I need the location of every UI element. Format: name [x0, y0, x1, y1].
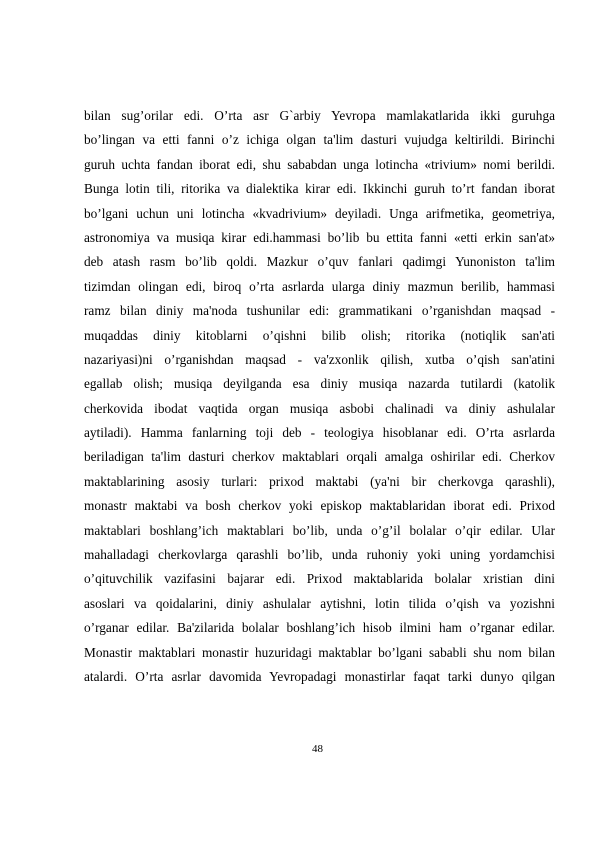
text-line: atalardi. O’rta asrlar davomida Yevropadagi monastirlar faqat tarki dunyo qilgan: [84, 668, 555, 684]
text-line: o’rganar edilar. Ba'zilarida bolalar boshlang’ich hisob ilmini ham o’rganar edilar.: [84, 620, 555, 636]
text-line: ramz bilan diniy ma'noda tushunilar edi: grammatikani o’rganishdan maqsad -: [84, 303, 555, 319]
text-line: muqaddas diniy kitoblarni o’qishni bilib olish; ritorika (notiqlik san'ati: [84, 327, 555, 343]
text-line: monastr maktabi va bosh cherkov yoki episkop maktablaridan iborat edi. Prixod: [84, 498, 555, 514]
text-line: beriladigan ta'lim dasturi cherkov maktablari orqali amalga oshirilar edi. Cherkov: [84, 449, 555, 465]
text-line: asoslari va qoidalarini, diniy ashulalar aytishni, lotin tilida o’qish va yozishni: [84, 595, 555, 611]
text-line: Bunga lotin tili, ritorika va dialektika kirar edi. Ikkinchi guruh to’rt fandan iborat: [84, 181, 555, 197]
text-line: astronomiya va musiqa kirar edi.hammasi bo’lib bu ettita fanni «etti erkin san'at»: [84, 229, 555, 245]
text-line: cherkovida ibodat vaqtida organ musiqa asbobi chalinadi va diniy ashulalar: [84, 400, 555, 416]
page-number: 48: [312, 743, 323, 755]
text-line: egallab olish; musiqa deyilganda esa diniy musiqa nazarda tutilardi (katolik: [84, 376, 555, 392]
text-line: aytiladi). Hamma fanlarning toji deb - teologiya hisoblanar edi. O’rta asrlarda: [84, 425, 555, 441]
text-line: mahalladagi cherkovlarga qarashli bo’lib, unda ruhoniy yoki uning yordamchisi: [84, 547, 555, 563]
text-line: o’qituvchilik vazifasini bajarar edi. Prixod maktablarida bolalar xristian dini: [84, 571, 555, 587]
text-line: deb atash rasm bo’lib qoldi. Mazkur o’quv fanlari qadimgi Yunoniston ta'lim: [84, 254, 555, 270]
text-line: bo’lingan va etti fanni o’z ichiga olgan ta'lim dasturi vujudga keltirildi. Birinchi: [84, 132, 555, 148]
body-text: [84, 104, 555, 689]
text-line: bilan sug’orilar edi. O’rta asr G`arbiy Yevropa mamlakatlarida ikki guruhga: [84, 108, 555, 123]
text-line: maktablarining asosiy turlari: prixod maktabi (ya'ni bir cherkovga qarashli),: [84, 473, 555, 489]
text-line: guruh uchta fandan iborat edi, shu sababdan unga lotincha «trivium» nomi berildi.: [84, 156, 555, 172]
text-line: bo’lgani uchun uni lotincha «kvadrivium» deyiladi. Unga arifmetika, geometriya,: [84, 205, 555, 221]
text-line: maktablari boshlang’ich maktablari bo’lib, unda o’g’il bolalar o’qir edilar. Ular: [84, 522, 555, 538]
text-line: tizimdan olingan edi, biroq o’rta asrlarda ularga diniy mazmun berilib, hammasi: [84, 278, 555, 294]
text-line: Monastir maktablari monastir huzuridagi maktablar bo’lgani sababli shu nom bilan: [84, 644, 555, 660]
text-line: nazariyasi)ni o’rganishdan maqsad - va'zxonlik qilish, xutba o’qish san'atini: [84, 351, 555, 367]
